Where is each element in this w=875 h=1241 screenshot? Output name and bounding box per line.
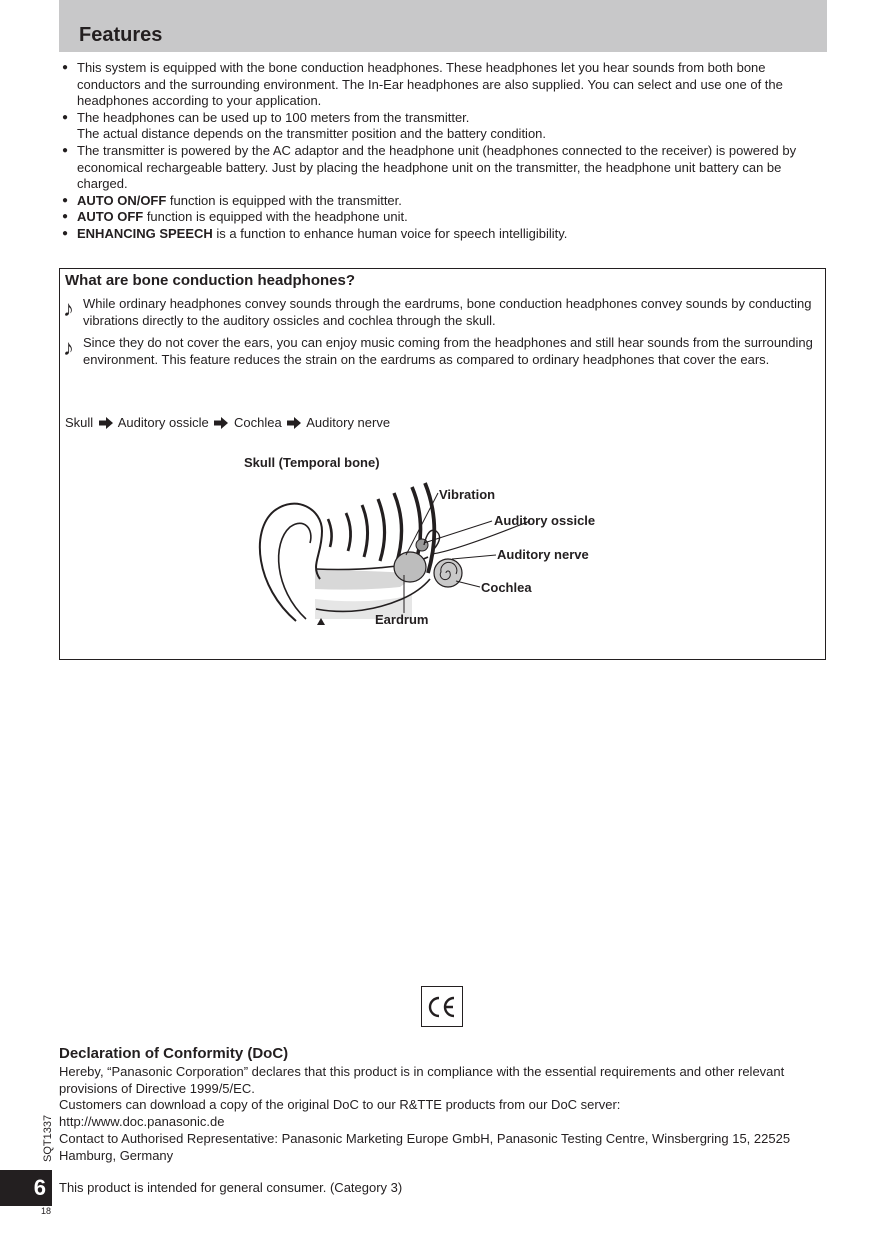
- diagram-label-cochlea: Cochlea: [481, 580, 532, 595]
- outer-ear-inner: [279, 523, 311, 619]
- feature-text: This system is equipped with the bone conduction headphones. These headphones let you hear sounds from both bone conductors and the surrounding environment. The In-Ear headphones are also supplied. You can select and use one of the headphones according to your application.: [77, 60, 783, 109]
- diagram-label-eardrum: Eardrum: [375, 612, 429, 627]
- diagram-label-skull: Skull (Temporal bone): [244, 455, 380, 470]
- note-text: While ordinary headphones convey sounds through the eardrums, bone conduction headphones convey sounds by conducting vibrations directly to the auditory ossicles and cochlea through the skull.: [83, 296, 812, 328]
- feature-text: function is equipped with the headphone unit.: [143, 209, 408, 225]
- page-title: Features: [79, 24, 163, 46]
- section-header: [59, 0, 827, 52]
- pathway-step: Skull: [65, 415, 94, 430]
- doc-server-url: http://www.doc.panasonic.de: [59, 1114, 225, 1130]
- declaration-section: [59, 1044, 829, 1197]
- vibration-arc: [394, 493, 402, 565]
- declaration-line: Hereby, “Panasonic Corporation” declares that this product is in compliance with the essential requirements and other relevant provisions of Directive 1999/5/EC.: [59, 1064, 785, 1096]
- ossicle: [416, 539, 428, 551]
- note-text: Since they do not cover the ears, you can enjoy music coming from the headphones and still hear sounds from the surrounding environment. This feature reduces the strain on the eardrums as compared to ordinary headphones that cover the ears.: [83, 335, 813, 367]
- ce-mark: [421, 986, 463, 1027]
- list-item: [62, 143, 827, 193]
- vibration-arc: [425, 483, 434, 573]
- features-list: [62, 60, 827, 243]
- list-item: [62, 110, 827, 143]
- music-note-icon: ♪: [63, 335, 74, 360]
- middle-ear-cavity: [394, 552, 426, 582]
- outer-ear-outline: [260, 504, 322, 621]
- declaration-line: Contact to Authorised Representative: Panasonic Marketing Europe GmbH, Panasonic Testing Centre, Winsbergring 15, 22525 Hamburg, Germany: [59, 1130, 791, 1163]
- diagram-label-ossicle: Auditory ossicle: [494, 513, 596, 528]
- list-item: [62, 226, 827, 243]
- pathway-step: Auditory nerve: [306, 415, 391, 430]
- feature-bold: ENHANCING SPEECH: [77, 225, 213, 241]
- vibration-arc: [378, 499, 385, 561]
- music-note-icon: ♪: [63, 296, 74, 321]
- feature-bold: AUTO OFF: [77, 209, 144, 225]
- cochlea-leader: [456, 581, 480, 587]
- vibration-arc: [362, 505, 368, 557]
- page-number: 6: [33, 1175, 46, 1200]
- list-item: [62, 60, 827, 110]
- diagram-label-vibration: Vibration: [439, 487, 496, 502]
- pathway-step: Auditory ossicle: [117, 415, 209, 430]
- declaration-line: Customers can download a copy of the original DoC to our R&TTE products from our DoC server:: [59, 1097, 621, 1113]
- ce-logo: [427, 996, 457, 1018]
- ear-anatomy-diagram: [60, 269, 827, 661]
- bone-conduction-box: [59, 268, 826, 660]
- declaration-title: Declaration of Conformity (DoC): [59, 1045, 289, 1062]
- feature-text: is a function to enhance human voice for speech intelligibility.: [212, 225, 568, 241]
- pathway-step: Cochlea: [234, 415, 282, 430]
- feature-text: function is equipped with the transmitter.: [166, 192, 402, 208]
- vibration-arc: [346, 513, 351, 551]
- box-title: What are bone conduction headphones?: [65, 272, 356, 289]
- vibration-arc: [328, 519, 332, 547]
- nerve-leader: [452, 555, 496, 559]
- diagram-label-nerve: Auditory nerve: [497, 547, 589, 562]
- cochlea-shape: [434, 559, 462, 587]
- category-note: This product is intended for general consumer. (Category 3): [59, 1180, 403, 1196]
- sub-page-number: 18: [41, 1206, 52, 1216]
- feature-text: The headphones can be used up to 100 meters from the transmitter.: [77, 109, 470, 125]
- document-code: SQT1337: [42, 1114, 54, 1162]
- page-number-tab: [0, 1170, 52, 1206]
- feature-text-secondary: The actual distance depends on the transmitter position and the battery condition.: [77, 126, 547, 142]
- list-item: [62, 193, 827, 210]
- feature-bold: AUTO ON/OFF: [77, 192, 167, 208]
- feature-text: The transmitter is powered by the AC adaptor and the headphone unit (headphones connected to the receiver) is powered by economical rechargeable battery. Just by placing the headphone unit on the transmitter, the headphone unit battery can be charged.: [77, 142, 797, 192]
- list-item: [62, 209, 827, 226]
- arrow-up-icon: [317, 618, 325, 625]
